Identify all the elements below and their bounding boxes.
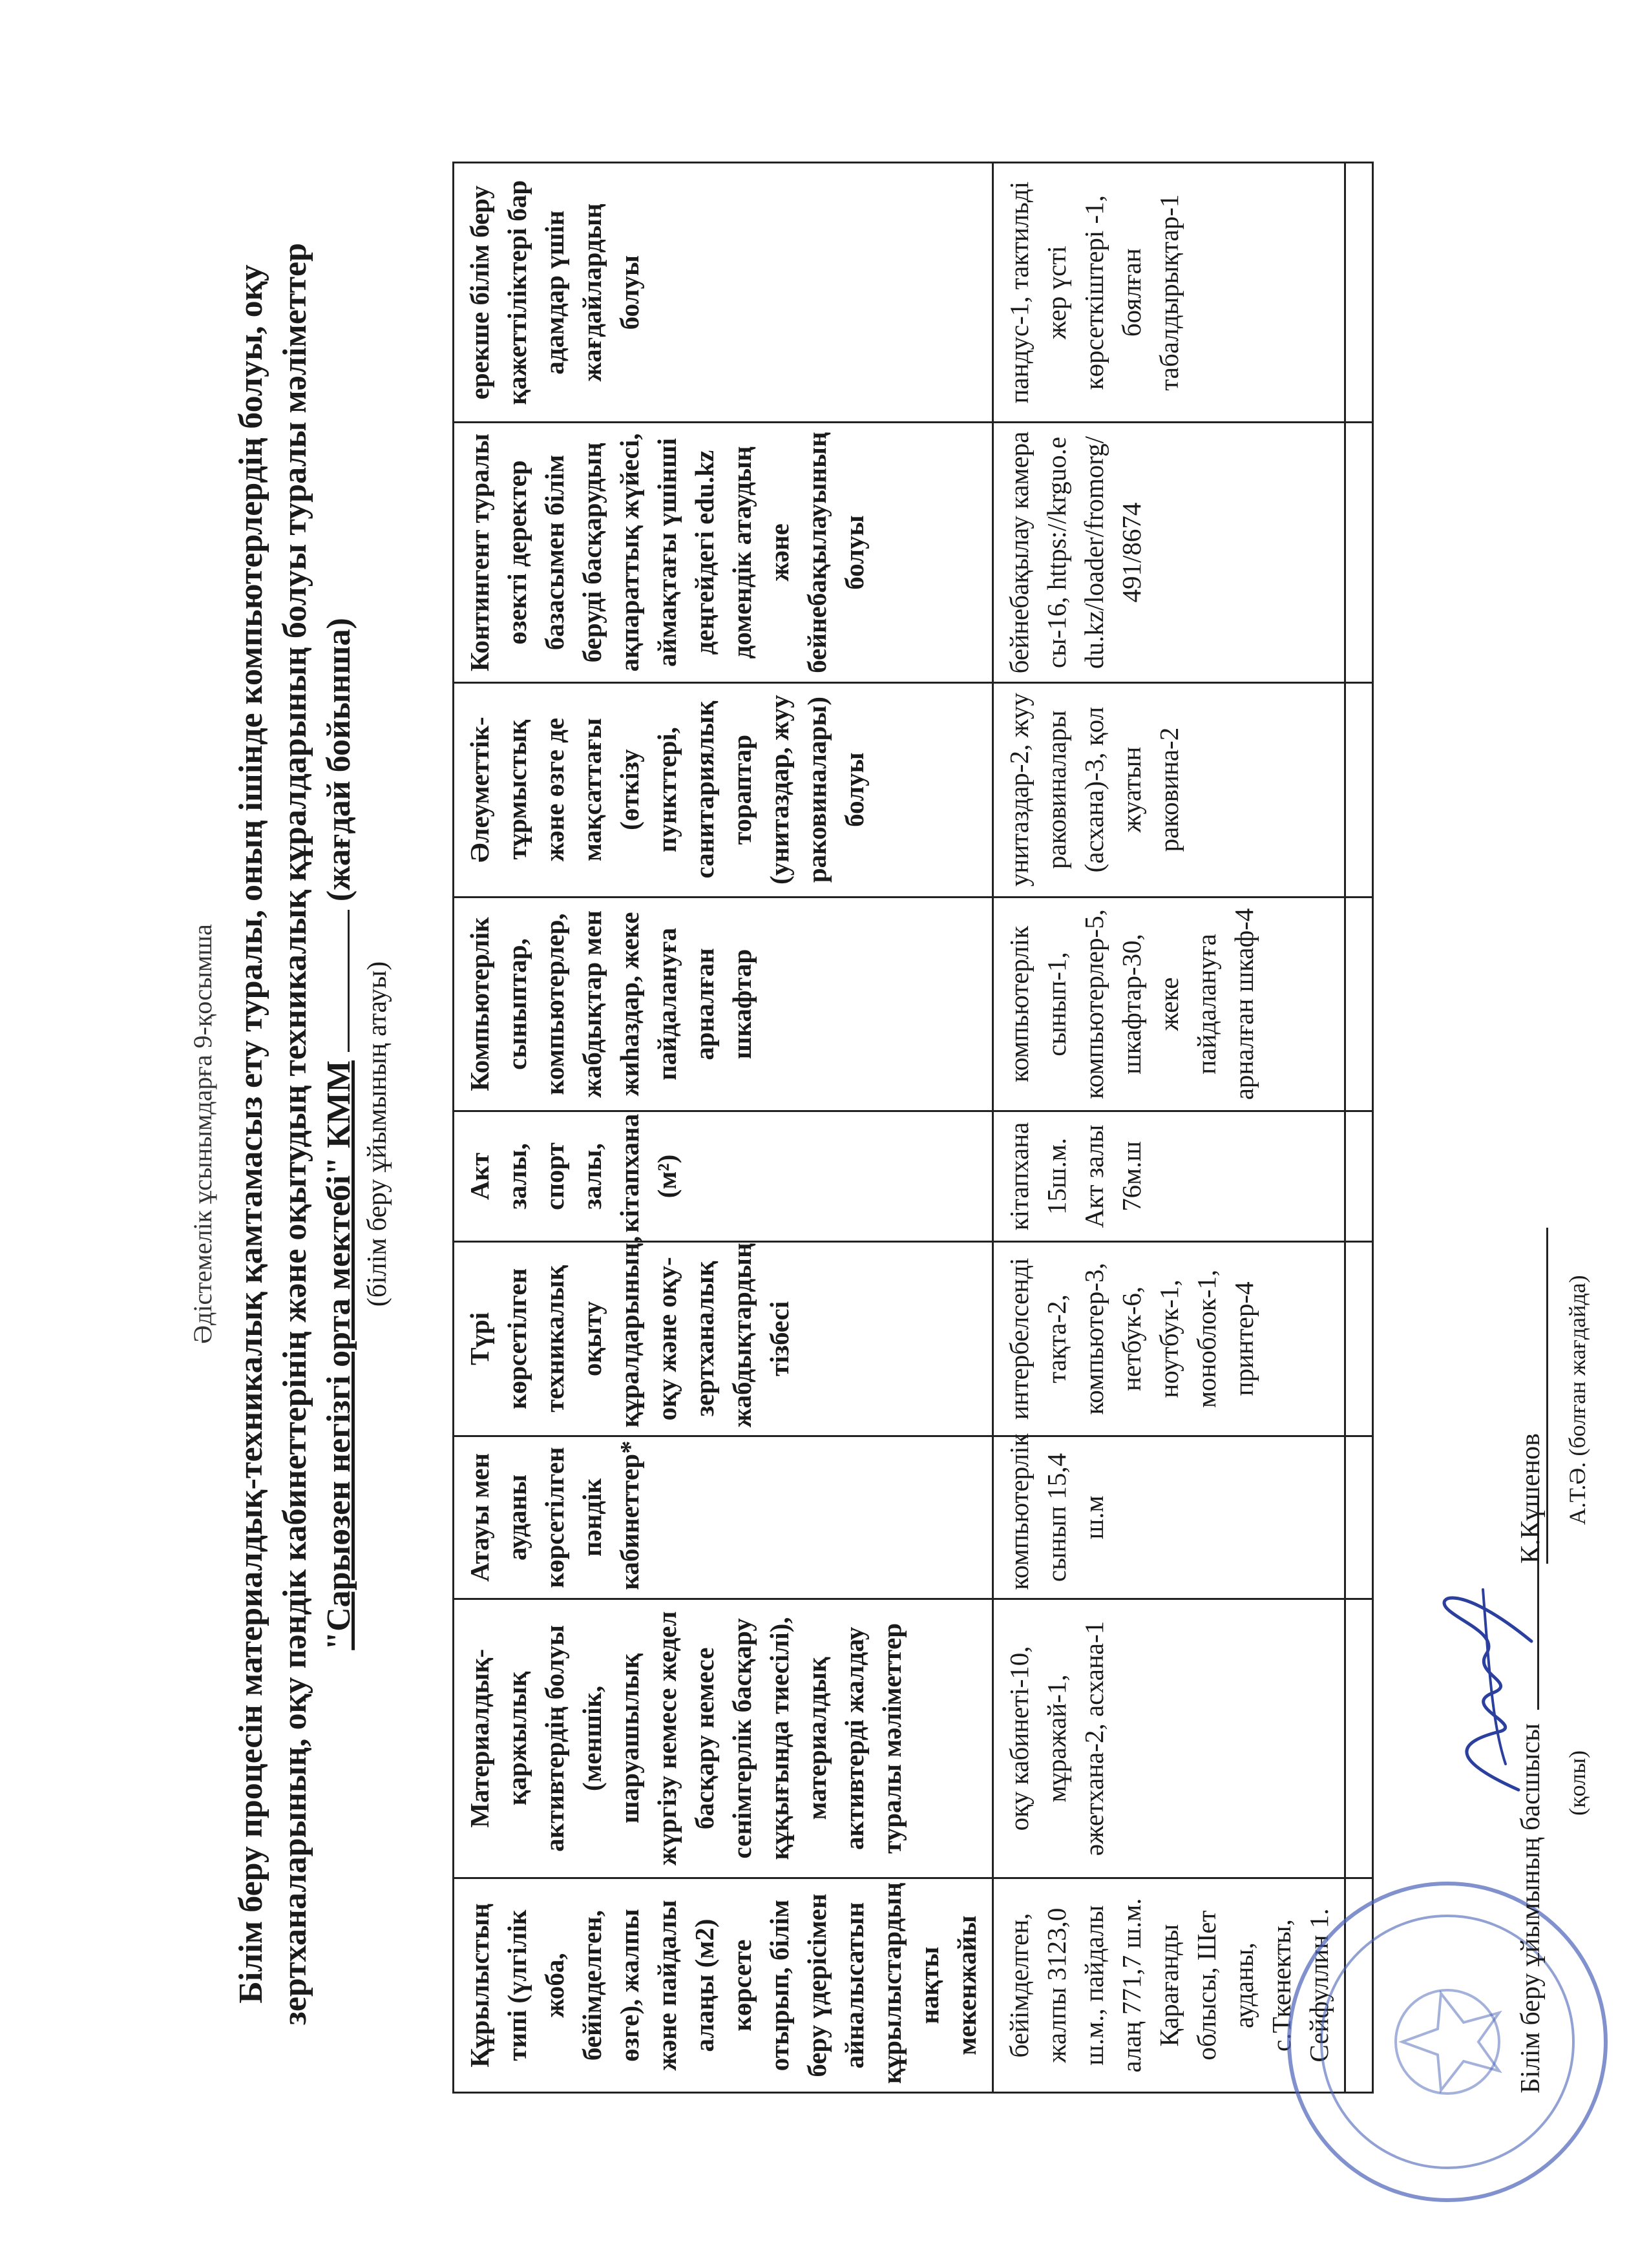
annex-label: Әдістемелік ұсынымдарға 9-қосымша (188, 924, 217, 1344)
cell-special-needs: пандус-1, тактильді жер үсті көрсеткіштері -1, боялған табалдырықтар-1 (993, 163, 1345, 423)
school-name: "Сарыөзен негізгі орта мектебі" КММ (320, 1060, 357, 1650)
table-header-row (454, 163, 993, 2093)
header-information-system: Контингент туралы өзекті деректер базасымен білім беруді басқарудың ақпараттық жүйесі, аймақтағы үшінші деңгейдегі edu.kz домендік атаудың және бейнебақылауының болуы (454, 423, 993, 682)
cell-social-facilities: унитаздар-2, жуу раковиналары (асхана)-3, қол жуатын раковина-2 (993, 682, 1345, 897)
header-computer-rooms: Компьютерлік сыныптар, компьютерлер, жабдықтар мен жиһаздар, жеке пайдалануға арналған шкафтар (454, 897, 993, 1111)
name-caption: А.Т.Ә. (болған жағдайда) (1564, 1275, 1590, 1525)
cell-building-type: бейімделген, жалпы 3123,0 ш.м., пайдалы алаң 771,7 ш.м. Қарағанды облысы, Шет ауданы, с.Ткенекты, Сейфуллин 1. (993, 1878, 1345, 2093)
header-special-needs: ерекше білім беру қажеттіліктері бар адамдар үшін жағдайлардың болуы (454, 163, 993, 423)
header-halls: Акт залы, спорт залы, кітапхана (м²) (454, 1111, 993, 1241)
document-title (229, 194, 361, 2074)
header-building-type: Құрылыстың типі (үлгілік жоба, бейімделген, өзге), жалпы және пайдалы алаңы (м2) көрсете отырып, білім беру үдерісімен айналысатын құрылыстардың нақты мекенжайы (454, 1878, 993, 2093)
cell-technical-equipment: интербелсенді тақта-2, компьютер-3, нетбук-6, ноутбук-1, моноблок-1, принтер-4 (993, 1241, 1345, 1436)
table-empty-row (1345, 163, 1373, 2093)
cell-halls: кітапхана 15ш.м. Акт залы 76м.ш (993, 1111, 1345, 1241)
facilities-table (452, 162, 1374, 2094)
title-line-2: зертханаларының, оқу пәндік кабинеттерінің және оқытудың техникалық құралдарының болуы туралы мәліметтер (277, 242, 313, 2026)
organization-caption: (білім беру ұйымының атауы) (362, 961, 392, 1307)
case-note: (жағдай бойынша) (320, 618, 357, 902)
cell-subject-rooms: компьютерлік сынып 15,4 ш.м (993, 1436, 1345, 1599)
head-of-organization-label: Білім беру ұйымының басшысы (1516, 1723, 1546, 2094)
signature-caption: (қолы) (1564, 1750, 1590, 1816)
head-name-field (1515, 1228, 1548, 1564)
footer-label (1515, 1490, 1546, 2094)
title-line-3 (317, 194, 361, 2074)
table-row (993, 163, 1345, 2093)
header-subject-rooms: Атауы мен ауданы көрсетілген пәндік кабинеттер* (454, 1436, 993, 1599)
cell-information-system: бейнебақылау камерасы-16, https://krguo.edu.kz/loader/fromorg/491/8674 (993, 423, 1345, 682)
header-material-assets: Материалдық-қаржылық активтердің болуы (меншік, шаруашылық жүргізу немесе жедел басқару немесе сенімгерлік басқару құқығында тиесілі), материалдық активтерді жалдау туралы мәліметтер (454, 1599, 993, 1878)
cell-material-assets: оқу кабинеті-10, мұражай-1, әжетхана-2, асхана-1 (993, 1599, 1345, 1878)
title-line-1: Білім беру процесін материалдық-техникалық қамтамасыз ету туралы, оның ішінде компьютерлердің болуы, оқу (233, 264, 269, 2004)
cell-computer-rooms: компьютерлік сынып-1, компьютерлер-5, шкафтар-30, жеке пайдалануға арналған шкаф-4 (993, 897, 1345, 1111)
header-social-facilities: Әлеуметтік-тұрмыстық және өзге де мақсаттағы (өткізу пункттері, санитариялық тораптар (унитаздар, жуу раковиналары) болуы (454, 682, 993, 897)
header-technical-equipment: Түрі көрсетілген техникалық оқыту құралдарының, оқу және оқу-зертханалық жабдықтардың тізбесі (454, 1241, 993, 1436)
head-name: К.Күшенов (1515, 1228, 1548, 1564)
official-stamp (1279, 1874, 1615, 2210)
